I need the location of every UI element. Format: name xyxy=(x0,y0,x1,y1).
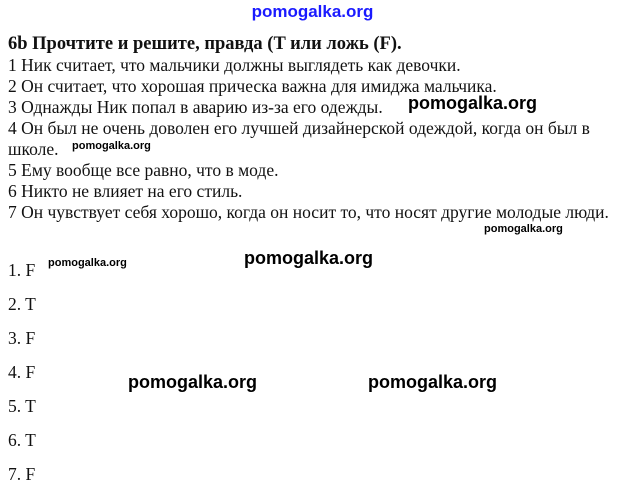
watermark-5: pomogalka.org xyxy=(244,248,374,268)
answer-2: 2. T xyxy=(8,294,36,314)
statement-1: 1 Ник считает, что мальчики должны выглядеть как девочки. xyxy=(8,55,461,75)
top-watermark: pomogalka.org xyxy=(251,2,374,21)
watermark-7: pomogalka.org xyxy=(368,372,498,392)
answer-3: 3. F xyxy=(8,328,36,348)
watermark-4: pomogalka.org xyxy=(48,257,127,269)
statement-6: 6 Никто не влияет на его стиль. xyxy=(8,181,243,201)
answer-5: 5. T xyxy=(8,396,36,416)
answer-4: 4. F xyxy=(8,362,36,382)
answer-6: 6. T xyxy=(8,430,36,450)
statement-2: 2 Он считает, что хорошая прическа важна для имиджа мальчика. xyxy=(8,76,497,96)
watermark-1: pomogalka.org xyxy=(408,93,538,113)
watermark-6: pomogalka.org xyxy=(128,372,258,392)
exercise-block xyxy=(8,34,620,223)
answer-1: 1. F xyxy=(8,260,36,280)
statement-7: 7 Он чувствует себя хорошо, когда он носит то, что носят другие молодые люди. xyxy=(8,202,609,222)
statement-5: 5 Ему вообще все равно, что в моде. xyxy=(8,160,279,180)
statement-3: 3 Однажды Ник попал в аварию из-за его одежды. xyxy=(8,97,383,117)
watermark-2: pomogalka.org xyxy=(72,140,151,152)
watermark-3: pomogalka.org xyxy=(484,223,563,235)
statement-4: 4 Он был не очень доволен его лучшей дизайнерской одеждой, когда он был в школе. xyxy=(8,118,590,159)
exercise-title: 6b Прочтите и решите, правда (T или ложь (F). xyxy=(8,34,402,54)
answer-7: 7. F xyxy=(8,464,36,484)
